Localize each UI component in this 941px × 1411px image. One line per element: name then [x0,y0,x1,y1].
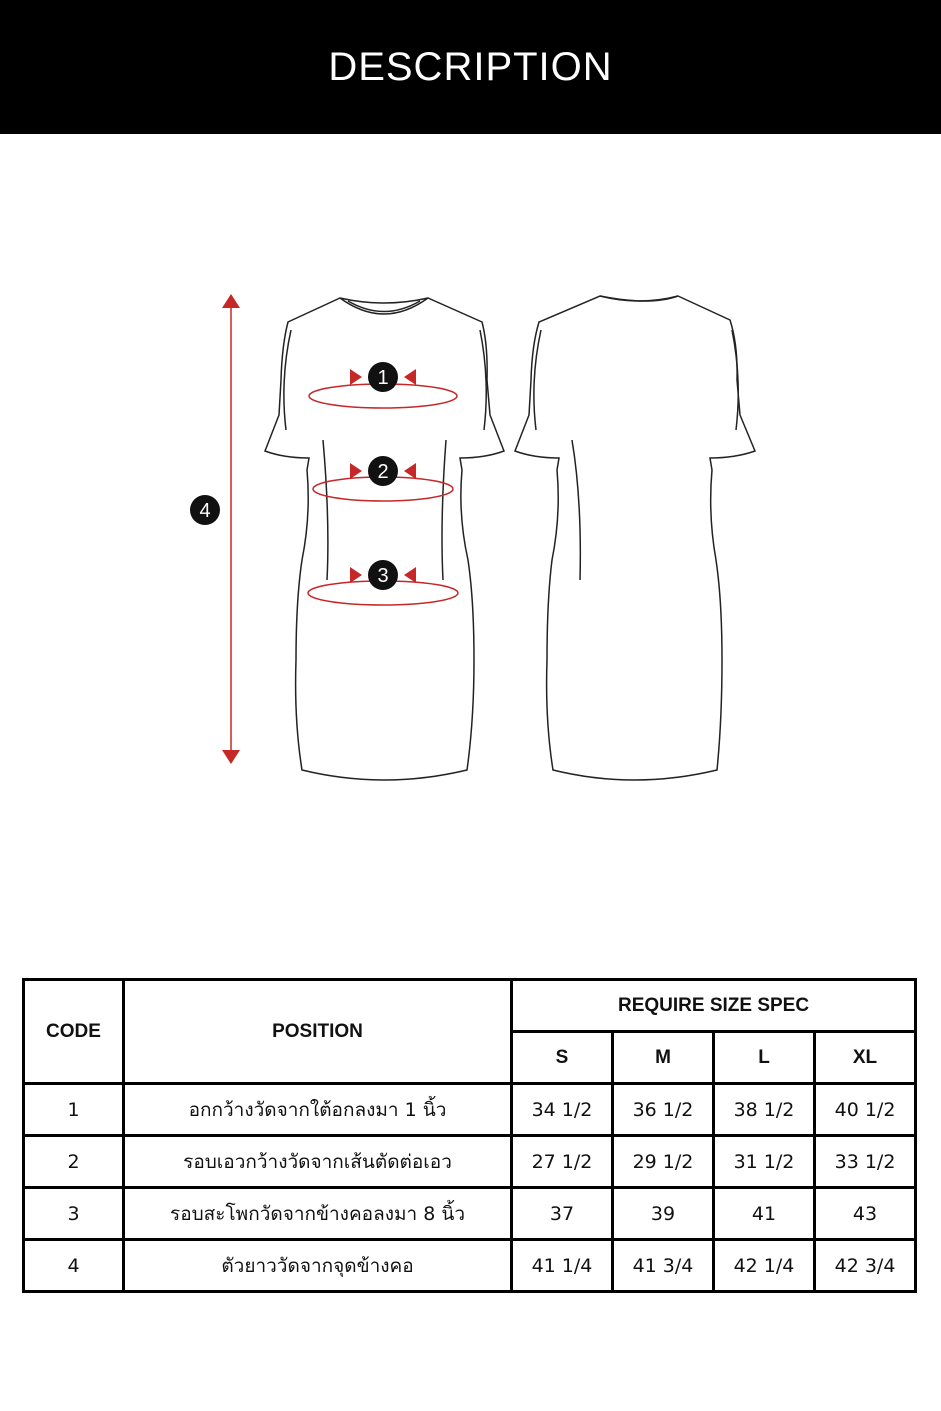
table-row [24,1136,916,1188]
table-row [24,1084,916,1136]
row-code: 4 [24,1240,124,1292]
header-size-s: S [512,1032,613,1084]
row-value-l: 42 1/4 [714,1240,815,1292]
row-value-xl: 43 [815,1188,916,1240]
row-value-s: 37 [512,1188,613,1240]
row-position: ตัวยาววัดจากจุดข้างคอ [124,1240,512,1292]
length-measure [222,294,240,764]
header-size-xl: XL [815,1032,916,1084]
svg-text:3: 3 [377,565,389,587]
row-value-l: 31 1/2 [714,1136,815,1188]
dress-illustration [0,134,941,964]
header-size-spec: REQUIRE SIZE SPEC [512,980,916,1032]
svg-text:4: 4 [199,500,211,522]
table-row [24,1240,916,1292]
row-value-l: 41 [714,1188,815,1240]
table-row [24,1188,916,1240]
row-value-m: 29 1/2 [613,1136,714,1188]
size-spec-table [22,978,917,1293]
row-value-xl: 33 1/2 [815,1136,916,1188]
header-code: CODE [24,980,124,1084]
row-code: 3 [24,1188,124,1240]
row-position: รอบสะโพกวัดจากข้างคอลงมา 8 นิ้ว [124,1188,512,1240]
row-value-xl: 42 3/4 [815,1240,916,1292]
header-bar [0,0,941,134]
row-position: รอบเอวกว้างวัดจากเส้นตัดต่อเอว [124,1136,512,1188]
row-value-s: 27 1/2 [512,1136,613,1188]
svg-text:2: 2 [377,461,389,483]
row-value-l: 38 1/2 [714,1084,815,1136]
row-value-s: 41 1/4 [512,1240,613,1292]
marker-1 [368,362,398,392]
marker-4 [190,495,220,525]
marker-3 [368,560,398,590]
header-size-m: M [613,1032,714,1084]
row-position: อกกว้างวัดจากใต้อกลงมา 1 นิ้ว [124,1084,512,1136]
row-value-m: 41 3/4 [613,1240,714,1292]
row-code: 1 [24,1084,124,1136]
header-size-l: L [714,1032,815,1084]
header-position: POSITION [124,980,512,1084]
back-dress-drawing [515,296,755,780]
marker-2 [368,456,398,486]
page-title: DESCRIPTION [328,44,613,89]
row-value-m: 39 [613,1188,714,1240]
row-value-m: 36 1/2 [613,1084,714,1136]
row-code: 2 [24,1136,124,1188]
row-value-xl: 40 1/2 [815,1084,916,1136]
row-value-s: 34 1/2 [512,1084,613,1136]
svg-text:1: 1 [377,367,389,389]
